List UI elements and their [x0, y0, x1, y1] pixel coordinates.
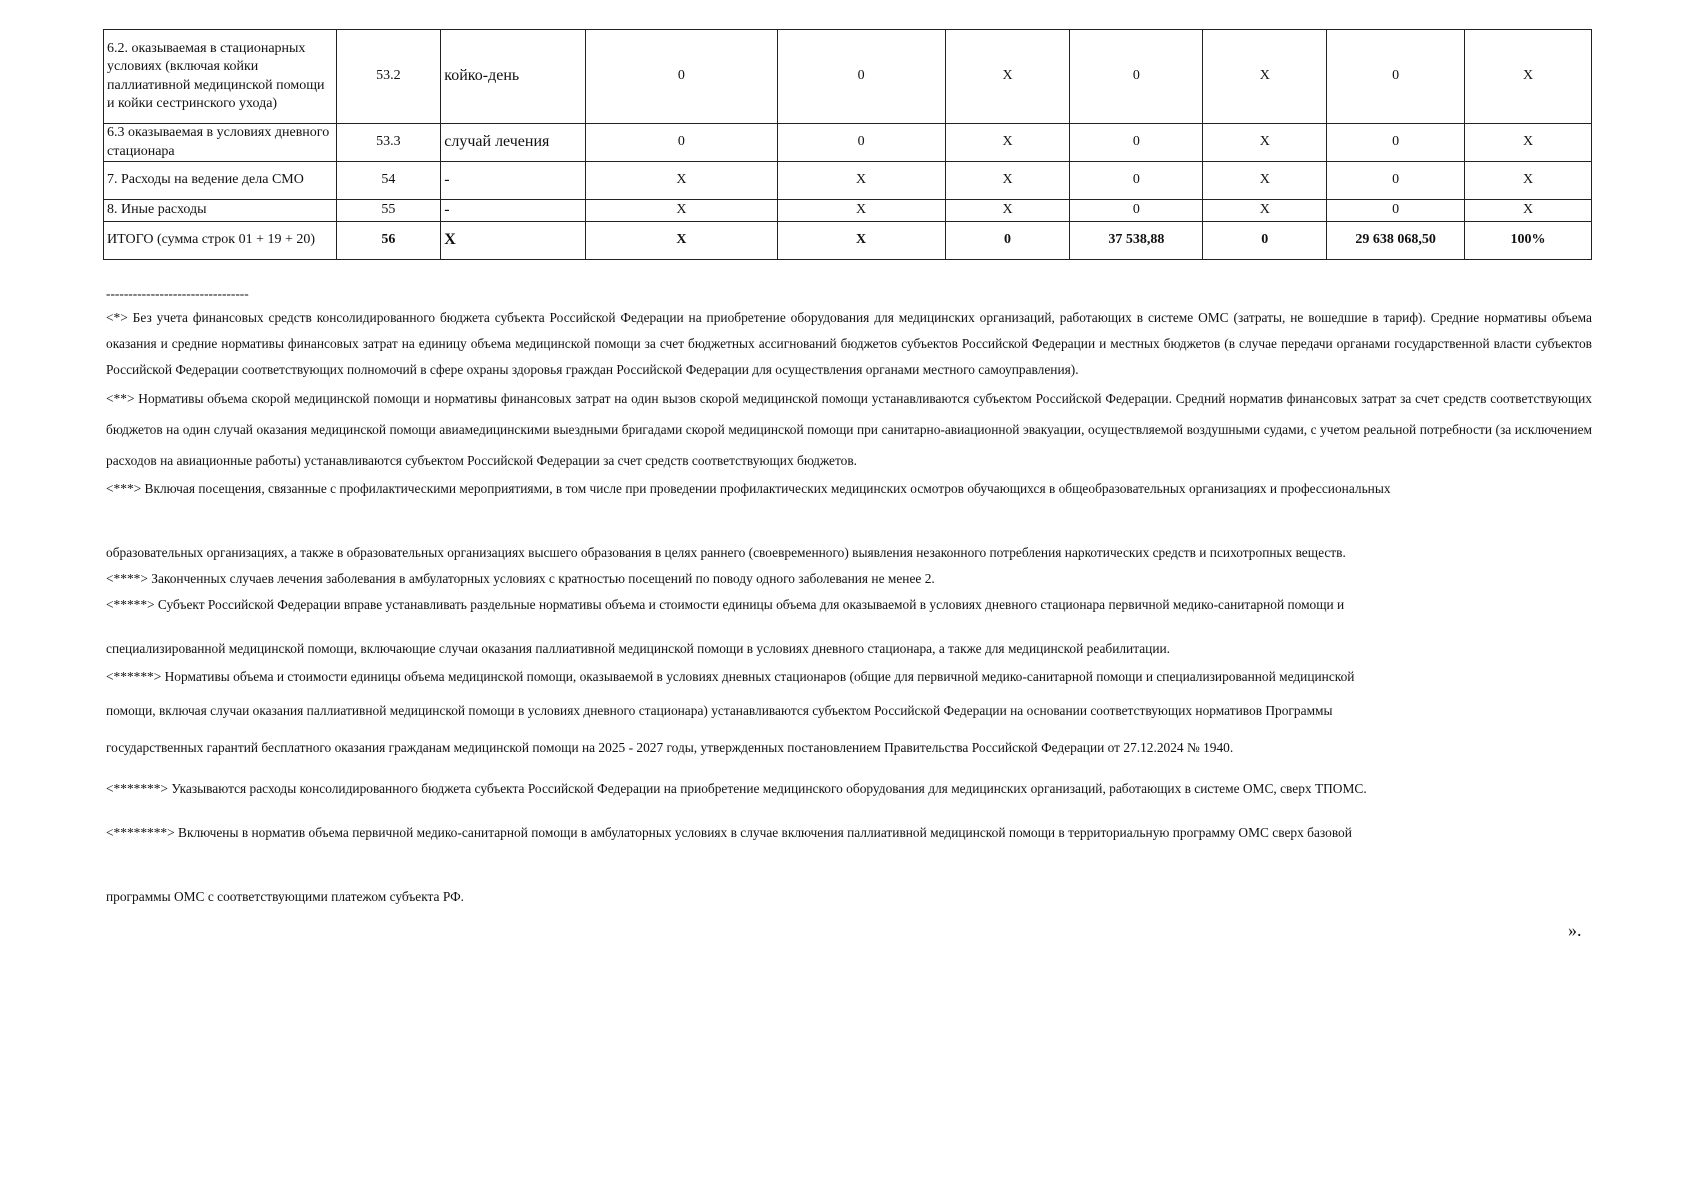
budget-table [103, 29, 1592, 260]
cell: 37 538,88 [1070, 222, 1203, 260]
table-row-total [104, 222, 1592, 260]
cell: 0 [777, 124, 945, 162]
cell: X [945, 124, 1070, 162]
cell: X [945, 200, 1070, 222]
row-unit: X [441, 222, 586, 260]
cell: 0 [1327, 30, 1465, 124]
row-code: 54 [336, 162, 441, 200]
cell: 0 [1327, 162, 1465, 200]
footnote-6c: государственных гарантий бесплатного оказания гражданам медицинской помощи на 2025 - 2027 годы, утвержденных постановлением Правительства Российской Федерации от 27.12.2024 № 1940. [106, 740, 1234, 755]
cell: 0 [945, 222, 1070, 260]
footnote-5a: <*****> Субъект Российской Федерации вправе устанавливать раздельные нормативы объема и стоимости единицы объема для оказываемой в условиях дневного стационара первичной медико-санитарной помощи и [106, 597, 1345, 612]
footnote-8b: программы ОМС с соответствующими платежом субъекта РФ. [106, 889, 464, 904]
cell: X [945, 30, 1070, 124]
footnote-4: <****> Законченных случаев лечения заболевания в амбулаторных условиях с кратностью посещений по поводу одного заболевания не менее 2. [106, 571, 935, 586]
row-unit: - [441, 162, 586, 200]
table-row [104, 124, 1592, 162]
table-row [104, 200, 1592, 222]
cell: 0 [1070, 124, 1203, 162]
row-name: 7. Расходы на ведение дела СМО [104, 162, 337, 200]
cell: 0 [586, 124, 777, 162]
cell: X [777, 222, 945, 260]
cell: 0 [1327, 124, 1465, 162]
footnote-8a: <********> Включены в норматив объема первичной медико-санитарной помощи в амбулаторных условиях в случае включения паллиативной медицинской помощи в территориальную программу ОМС сверх базовой [106, 825, 1352, 840]
row-code: 55 [336, 200, 441, 222]
cell: X [777, 162, 945, 200]
cell: 0 [1070, 30, 1203, 124]
footnotes [106, 287, 1592, 910]
table-row [104, 30, 1592, 124]
cell: X [1203, 124, 1327, 162]
footnote-5b: специализированной медицинской помощи, включающие случаи оказания паллиативной медицинской помощи в условиях дневного стационара, а также для медицинской реабилитации. [106, 641, 1171, 656]
row-name: 6.2. оказываемая в стационарных условиях (включая койки паллиативной медицинской помощи и койки сестринского ухода) [104, 30, 337, 124]
row-unit: случай лечения [441, 124, 586, 162]
row-unit: койко-день [441, 30, 586, 124]
cell: X [1465, 162, 1592, 200]
cell: X [586, 162, 777, 200]
row-code: 53.2 [336, 30, 441, 124]
row-name: ИТОГО (сумма строк 01 + 19 + 20) [104, 222, 337, 260]
row-code: 56 [336, 222, 441, 260]
cell: 0 [1327, 200, 1465, 222]
footnote-7: <*******> Указываются расходы консолидированного бюджета субъекта Российской Федерации на приобретение медицинского оборудования для медицинских организаций, работающих в системе ОМС, сверх ТПОМС. [106, 781, 1367, 796]
footnote-3b: образовательных организациях, а также в образовательных организациях высшего образования в целях раннего (своевременного) выявления незаконного потребления наркотических средств и психотропных веществ. [106, 545, 1346, 560]
cell: X [945, 162, 1070, 200]
row-code: 53.3 [336, 124, 441, 162]
row-name: 6.3 оказываемая в условиях дневного стационара [104, 124, 337, 162]
footnote-3a: <***> Включая посещения, связанные с профилактическими мероприятиями, в том числе при проведении профилактических медицинских осмотров обучающихся в общеобразовательных организациях и профессиональных [106, 481, 1391, 496]
row-name: 8. Иные расходы [104, 200, 337, 222]
cell: 0 [1070, 200, 1203, 222]
cell: 100% [1465, 222, 1592, 260]
cell: X [1203, 162, 1327, 200]
cell: X [586, 222, 777, 260]
cell: X [1203, 200, 1327, 222]
table-row [104, 162, 1592, 200]
cell: X [1203, 30, 1327, 124]
cell: X [777, 200, 945, 222]
footnote-2: <**> Нормативы объема скорой медицинской помощи и нормативы финансовых затрат на один вызов скорой медицинской помощи устанавливаются субъектом Российской Федерации. Средний норматив финансовых затрат за счет средств соответствующих бюджетов на один случай оказания медицинской помощи авиамедицинскими выездными бригадами скорой медицинской помощи при санитарно-авиационной эвакуации, осуществляемой воздушными судами, с учетом реальной потребности (за исключением расходов на авиационные работы) устанавливаются субъектом Российской Федерации за счет средств соответствующих бюджетов. [106, 391, 1592, 468]
cell: X [1465, 30, 1592, 124]
cell: X [1465, 124, 1592, 162]
cell: X [1465, 200, 1592, 222]
footnote-1: <*> Без учета финансовых средств консолидированного бюджета субъекта Российской Федерации на приобретение оборудования для медицинских организаций, работающих в системе ОМС (затраты, не вошедшие в тариф). Средние нормативы объема оказания и средние нормативы финансовых затрат на единицу объема медицинской помощи за счет бюджетных ассигнований бюджетов субъектов Российской Федерации и местных бюджетов (в случае передачи органами государственной власти субъектов Российской Федерации соответствующих полномочий в сфере охраны здоровья граждан Российской Федерации для осуществления органами местного самоуправления). [106, 310, 1592, 377]
cell: 0 [1070, 162, 1203, 200]
cell: 29 638 068,50 [1327, 222, 1465, 260]
cell: 0 [586, 30, 777, 124]
closing-quote: ». [1568, 920, 1582, 940]
footnote-6b: помощи, включая случаи оказания паллиативной медицинской помощи в условиях дневного стационара) устанавливаются субъектом Российской Федерации на основании соответствующих нормативов Программы [106, 703, 1333, 718]
cell: 0 [1203, 222, 1327, 260]
footnote-6a: <******> Нормативы объема и стоимости единицы объема медицинской помощи, оказываемой в условиях дневных стационаров (общие для первичной медико-санитарной помощи и специализированной медицинской [106, 669, 1355, 684]
cell: X [586, 200, 777, 222]
footnote-separator: -------------------------------- [106, 286, 249, 301]
cell: 0 [777, 30, 945, 124]
row-unit: - [441, 200, 586, 222]
